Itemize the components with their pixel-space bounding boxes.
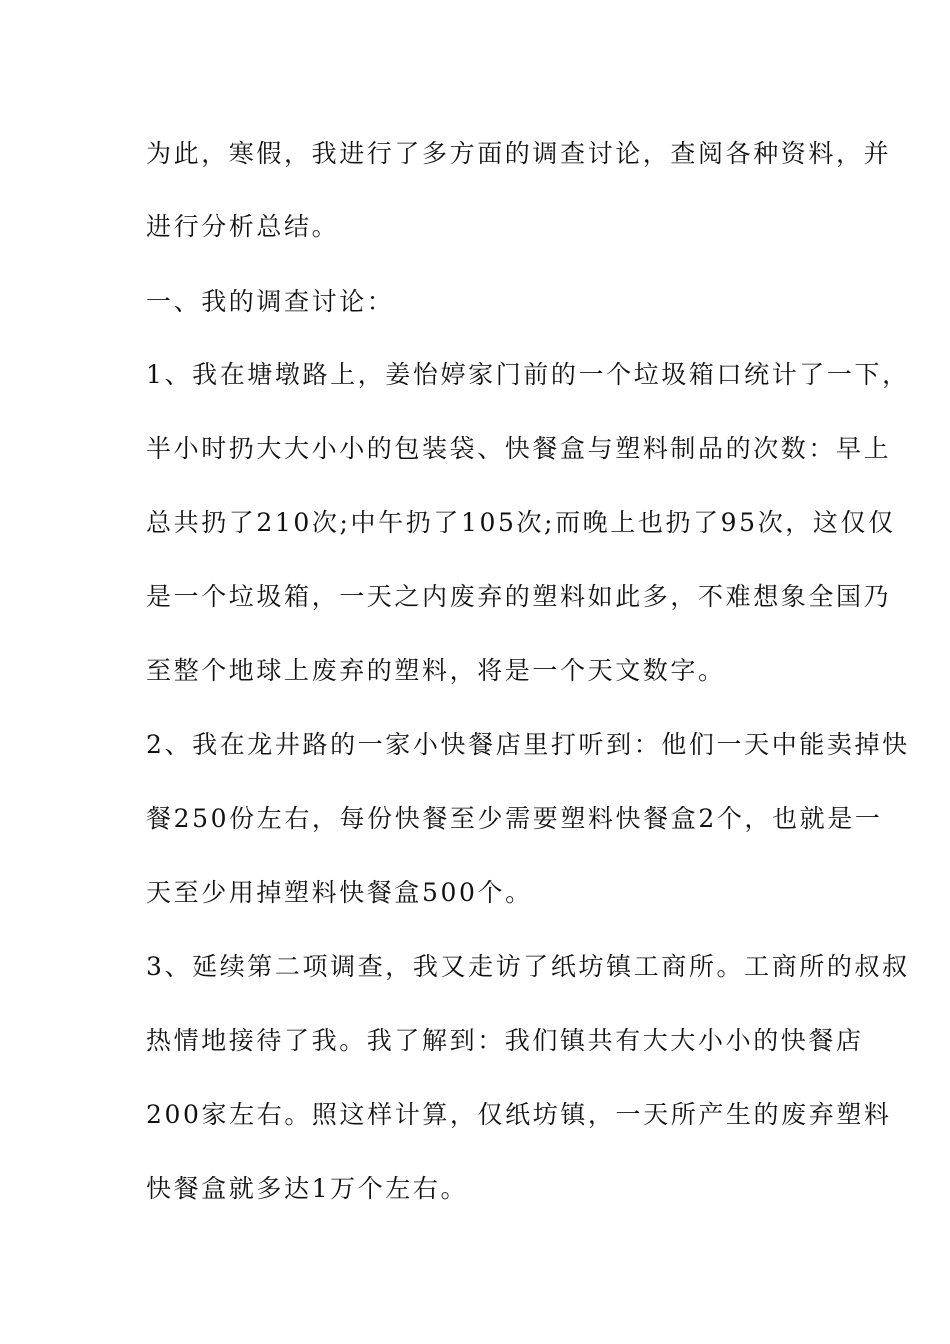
text-line: 餐250份左右，每份快餐至少需要塑料快餐盒2个，也就是一 xyxy=(146,804,883,833)
text-line: 1、我在塘墩路上，姜怡婷家门前的一个垃圾箱口统计了一下， xyxy=(146,360,910,389)
text-line: 200家左右。照这样计算，仅纸坊镇，一天所产生的废弃塑料 xyxy=(146,1100,892,1129)
text-line: 天至少用掉塑料快餐盒500个。 xyxy=(146,878,533,907)
text-line: 2、我在龙井路的一家小快餐店里打听到：他们一天中能卖掉快 xyxy=(146,730,910,759)
section-heading: 一、我的调查讨论： xyxy=(146,287,395,316)
text-line: 为此，寒假，我进行了多方面的调查讨论，查阅各种资料，并 xyxy=(146,139,892,168)
text-line: 热情地接待了我。我了解到：我们镇共有大大小小的快餐店 xyxy=(146,1026,864,1055)
text-line: 总共扔了210次;中午扔了105次;而晚上也扔了95次，这仅仅 xyxy=(146,508,896,537)
text-line: 3、延续第二项调查，我又走访了纸坊镇工商所。工商所的叔叔 xyxy=(146,952,910,981)
text-line: 至整个地球上废弃的塑料，将是一个天文数字。 xyxy=(146,656,726,685)
text-line: 是一个垃圾箱，一天之内废弃的塑料如此多，不难想象全国乃 xyxy=(146,582,892,611)
text-line: 进行分析总结。 xyxy=(146,212,340,241)
text-line: 快餐盒就多达1万个左右。 xyxy=(146,1174,469,1203)
text-line: 半小时扔大大小小的包装袋、快餐盒与塑料制品的次数：早上 xyxy=(146,434,892,463)
